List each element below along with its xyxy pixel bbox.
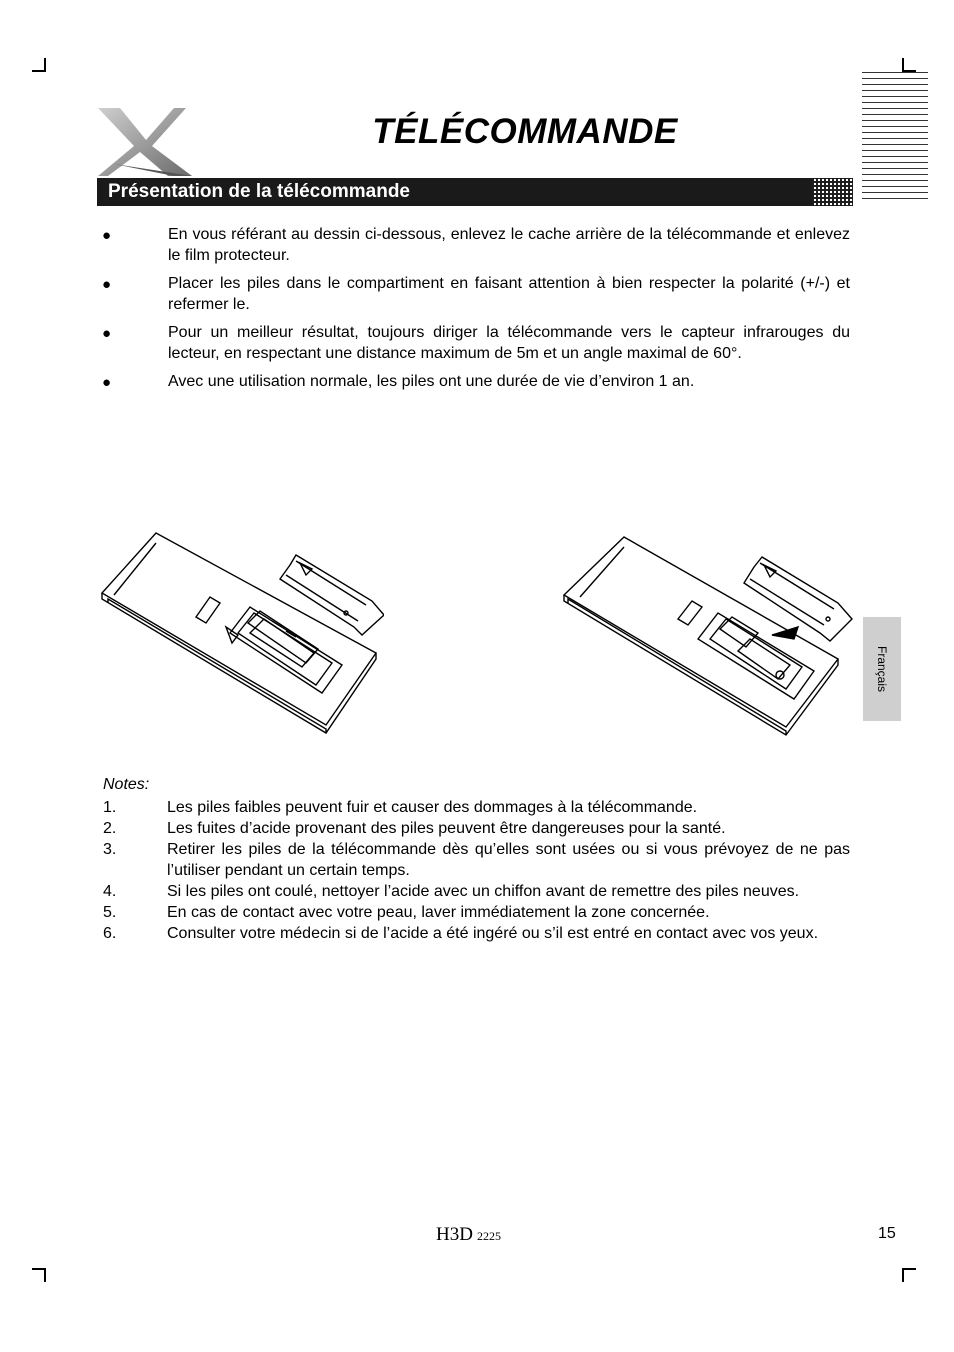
crop-mark-top-right [902, 58, 916, 72]
crop-mark-top-left [32, 58, 46, 72]
note-number: 6. [103, 925, 117, 942]
note-number: 3. [103, 841, 117, 858]
instruction-list [98, 224, 850, 399]
model-name: H3D [436, 1224, 473, 1245]
list-item [103, 797, 850, 818]
list-item-text: En vous référant au dessin ci-dessous, enlevez le cache arrière de la télécommande et enlevez le film protecteur. [168, 226, 850, 264]
crop-mark-bottom-left [32, 1268, 46, 1282]
list-item [103, 818, 850, 839]
list-item-text: Pour un meilleur résultat, toujours diriger la télécommande vers le capteur infrarouges du lecteur, en respectant une distance maximum de 5m et un angle maximal de 60°. [168, 324, 850, 362]
note-text: Si les piles ont coulé, nettoyer l’acide avec un chiffon avant de remettre des piles neuves. [167, 883, 800, 900]
page-number: 15 [878, 1225, 896, 1242]
note-text: Les piles faibles peuvent fuir et causer des dommages à la télécommande. [167, 799, 698, 816]
remote-battery-inserting-illustration [562, 515, 858, 740]
note-text: Retirer les piles de la télécommande dès qu’elles sont usées ou si vous prévoyez de ne pas l’utiliser pendant un certain temps. [167, 841, 850, 879]
section-title: Présentation de la télécommande [108, 181, 410, 202]
note-number: 5. [103, 904, 117, 921]
bullet-icon: ● [102, 374, 112, 391]
page-title: TÉLÉCOMMANDE [372, 112, 678, 151]
list-item [98, 371, 850, 392]
bullet-icon: ● [102, 276, 112, 293]
list-item [98, 273, 850, 315]
list-item-text: Placer les piles dans le compartiment en faisant attention à bien respecter la polarité (+/-) et refermer le. [168, 275, 850, 313]
list-item [103, 881, 850, 902]
list-item [103, 923, 850, 944]
note-number: 1. [103, 799, 117, 816]
crop-mark-bottom-right [902, 1268, 916, 1282]
remote-battery-compartment-open-illustration [100, 515, 384, 740]
bullet-icon: ● [102, 325, 112, 342]
section-header-bar [97, 178, 853, 206]
list-item [98, 322, 850, 364]
note-text: Les fuites d’acide provenant des piles peuvent être dangereuses pour la santé. [167, 820, 726, 837]
note-text: En cas de contact avec votre peau, laver immédiatement la zone concernée. [167, 904, 710, 921]
language-tab-label: Français [875, 645, 889, 693]
footer-model-name [436, 1224, 501, 1246]
list-item-text: Avec une utilisation normale, les piles ont une durée de vie d’environ 1 an. [168, 373, 695, 390]
note-number: 2. [103, 820, 117, 837]
bullet-icon: ● [102, 227, 112, 244]
note-number: 4. [103, 883, 117, 900]
list-item [103, 902, 850, 923]
list-item [98, 224, 850, 266]
notes-list [103, 797, 850, 944]
note-text: Consulter votre médecin si de l’acide a été ingéré ou s’il est entré en contact avec vos yeux. [167, 925, 819, 942]
notes-heading: Notes: [103, 776, 150, 793]
section-bar-dot-pattern [813, 178, 853, 206]
list-item [103, 839, 850, 881]
model-number: 2225 [476, 1229, 501, 1243]
language-tab [863, 617, 901, 721]
